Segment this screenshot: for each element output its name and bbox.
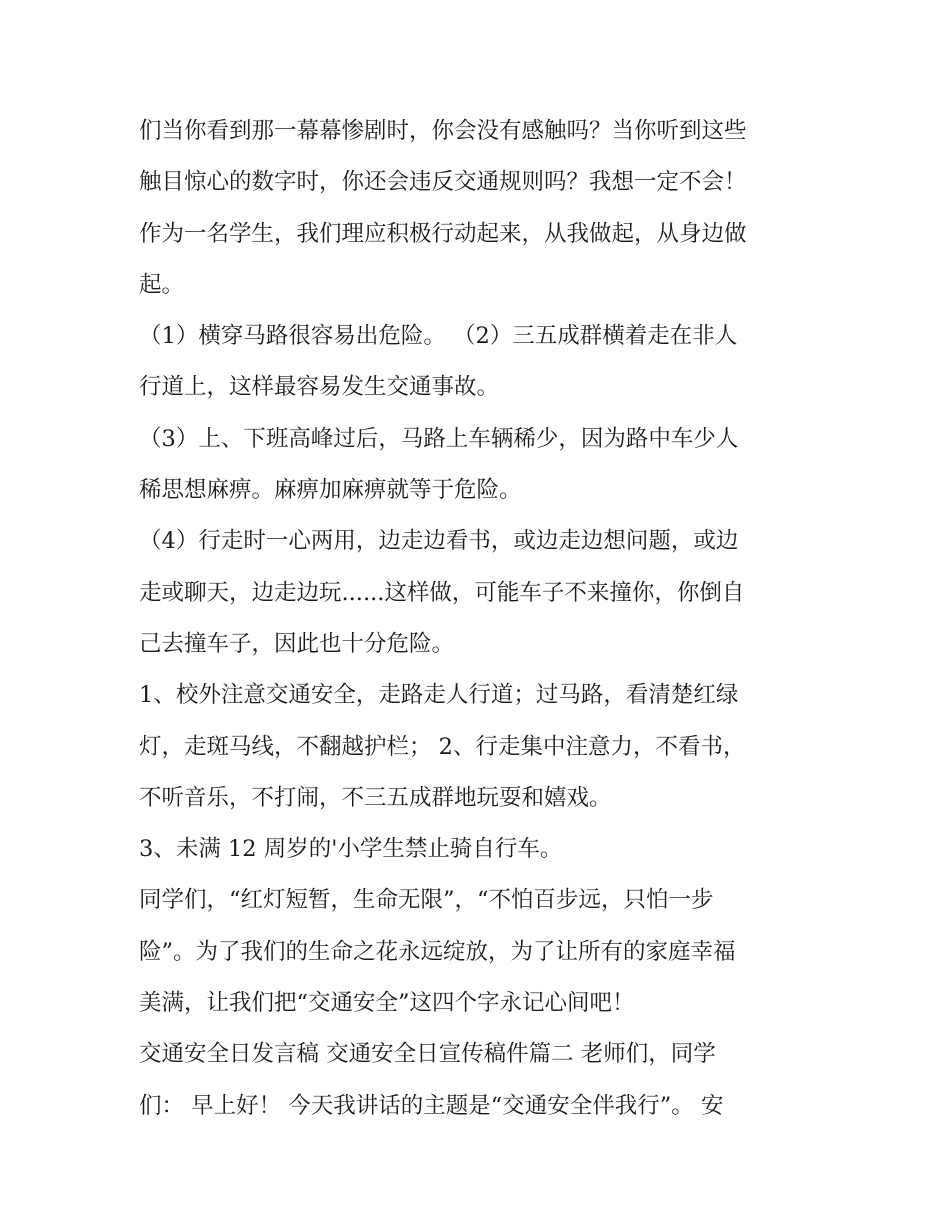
text-line: 稀思想麻痹。麻痹加麻痹就等于危险。 — [139, 477, 522, 504]
text-line: 们： 早上好！ 今天我讲话的主题是“交通安全伴我行”。 安 — [139, 1092, 724, 1119]
text-line: 险”。为了我们的生命之花永远绽放，为了让所有的家庭幸福 — [139, 938, 736, 965]
body-text — [139, 106, 819, 1132]
text-line: 灯，走斑马线，不翻越护栏； 2、行走集中注意力，不看书， — [139, 733, 746, 760]
text-line: 不听音乐，不打闹，不三五成群地玩耍和嬉戏。 — [139, 784, 612, 811]
text-line: 作为一名学生，我们理应积极行动起来，从我做起，从身边做 — [139, 220, 747, 247]
text-line: 1、校外注意交通安全，走路走人行道；过马路，看清楚红绿 — [139, 682, 739, 709]
text-line: 起。 — [139, 271, 185, 298]
text-line: （3）上、下班高峰过后，马路上车辆稀少，因为路中车少人 — [139, 425, 739, 452]
text-line: 3、未满 12 周岁的'小学生禁止骑自行车。 — [139, 836, 563, 863]
text-line: 们当你看到那一幕幕惨剧时，你会没有感触吗？当你听到这些 — [139, 118, 747, 144]
text-line: 己去撞车子，因此也十分危险。 — [139, 630, 455, 657]
text-line: 同学们，“红灯短暂，生命无限”，“不怕百步远，只怕一步 — [139, 887, 714, 914]
text-line: 交通安全日发言稿 交通安全日宣传稿件篇二 老师们，同学 — [139, 1041, 716, 1068]
text-line: （1）横穿马路很容易出危险。 （2）三五成群横着走在非人 — [139, 323, 738, 350]
text-line: 触目惊心的数字时，你还会违反交通规则吗？我想一定不会！ — [139, 169, 747, 196]
text-line: 美满，让我们把“交通安全”这四个字永记心间吧！ — [139, 990, 635, 1017]
text-line: 行道上，这样最容易发生交通事故。 — [139, 374, 500, 401]
text-line: 走或聊天，边走边玩......这样做，可能车子不来撞你，你倒自 — [139, 579, 745, 606]
text-line: （4）行走时一心两用，边走边看书，或边走边想问题，或边 — [139, 528, 739, 555]
